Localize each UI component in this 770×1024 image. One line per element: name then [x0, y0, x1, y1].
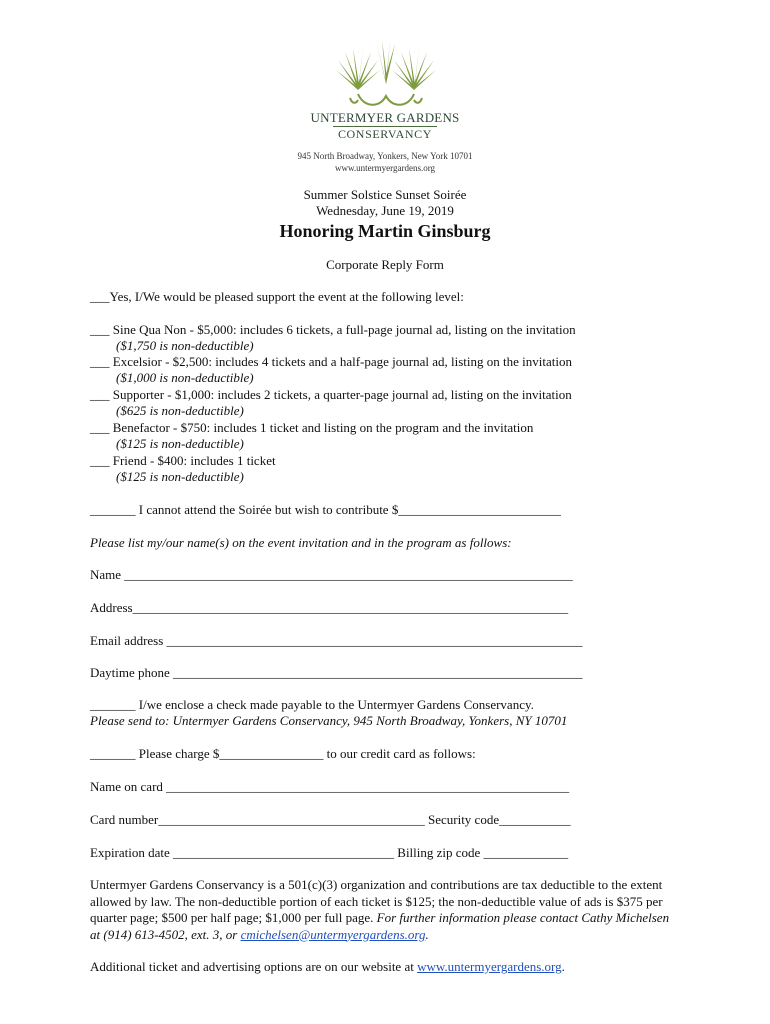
- website-link[interactable]: www.untermyergardens.org: [417, 959, 562, 974]
- additional-options-line: [90, 959, 565, 975]
- expiration-field[interactable]: Expiration date __________________________________ Billing zip code _____________: [90, 845, 569, 860]
- level-note: ($125 is non-deductible): [116, 469, 244, 484]
- palmette-logo-icon: [330, 38, 442, 116]
- honoree-heading: Honoring Martin Ginsburg: [279, 221, 491, 241]
- level-note: ($125 is non-deductible): [116, 436, 244, 451]
- level-note: ($625 is non-deductible): [116, 403, 244, 418]
- card-number-field[interactable]: Card number_________________________________________ Security code___________: [90, 812, 571, 827]
- additional-text: Additional ticket and advertising options are on our website at: [90, 959, 418, 974]
- charge-line[interactable]: _______ Please charge $________________ to our credit card as follows:: [90, 746, 476, 761]
- list-names-instruction: Please list my/our name(s) on the event invitation and in the program as follows:: [90, 535, 512, 550]
- send-to-address: : Untermyer Gardens Conservancy, 945 North Broadway, Yonkers, NY 10701: [165, 713, 568, 728]
- tax-info-text: Untermyer Gardens Conservancy is a 501(c)(3) organization and contributions are tax deductible to the extent allowed by law. The non-deductible portion of each ticket is $125; the non-deductible value of ads is $375 per quarter page; $500 per half page; $1,000 per full page.: [90, 877, 663, 925]
- level-note: ($1,750 is non-deductible): [116, 338, 254, 353]
- event-name: Summer Solstice Sunset Soirée: [303, 187, 467, 202]
- phone-field[interactable]: Daytime phone _______________________________________________________________: [90, 665, 583, 680]
- level-friend[interactable]: ___ Friend - $400: includes 1 ticket: [90, 453, 276, 468]
- send-to-label: Please send to: [90, 713, 166, 728]
- contact-email-link[interactable]: cmichelsen@untermyergardens.org: [240, 926, 426, 942]
- contact-period: .: [425, 926, 429, 942]
- email-field[interactable]: Email address ________________________________________________________________: [90, 633, 583, 648]
- send-to-line: [90, 713, 567, 729]
- org-name-line1: UNTERMYER GARDENS: [310, 110, 460, 125]
- org-name-line2: CONSERVANCY: [337, 127, 433, 141]
- contact-text: For further information please contact Cathy Michelsen at (914) 613-4502, ext. 3, or: [90, 910, 670, 942]
- additional-period: .: [561, 959, 565, 974]
- contribute-line[interactable]: _______ I cannot attend the Soirée but wish to contribute $_________________________: [90, 502, 561, 517]
- check-line[interactable]: _______ I/we enclose a check made payable to the Untermyer Gardens Conservancy.: [90, 697, 534, 712]
- org-website: www.untermyergardens.org: [334, 163, 436, 173]
- level-supporter[interactable]: ___ Supporter - $1,000: includes 2 tickets, a quarter-page journal ad, listing on the invitation: [90, 387, 572, 402]
- level-sine-qua-non[interactable]: ___ Sine Qua Non - $5,000: includes 6 tickets, a full-page journal ad, listing on the invitation: [90, 322, 576, 337]
- intro-line[interactable]: ___Yes, I/We would be pleased support the event at the following level:: [90, 289, 464, 304]
- level-excelsior[interactable]: ___ Excelsior - $2,500: includes 4 tickets and a half-page journal ad, listing on the invitation: [90, 354, 572, 369]
- level-note: ($1,000 is non-deductible): [116, 370, 254, 385]
- name-field[interactable]: Name _____________________________________________________________________: [90, 567, 573, 582]
- event-date: Wednesday, June 19, 2019: [316, 203, 454, 218]
- form-title: Corporate Reply Form: [326, 257, 444, 272]
- name-on-card-field[interactable]: Name on card ______________________________________________________________: [90, 779, 570, 794]
- address-field[interactable]: Address___________________________________________________________________: [90, 600, 569, 615]
- level-benefactor[interactable]: ___ Benefactor - $750: includes 1 ticket and listing on the program and the invitation: [90, 420, 534, 435]
- tax-info-paragraph: [90, 877, 680, 943]
- org-address: 945 North Broadway, Yonkers, New York 10701: [297, 151, 473, 161]
